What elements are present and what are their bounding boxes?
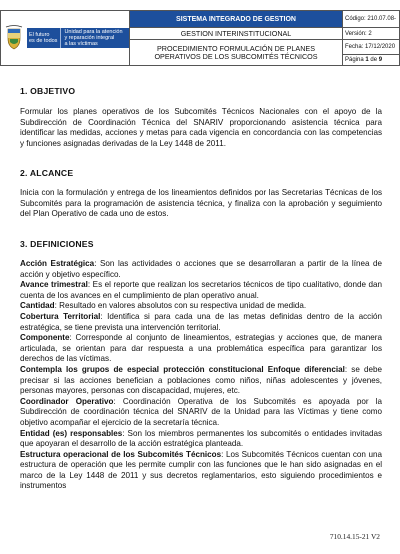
definition-term: Contempla los grupos de especial protección constitucional Enfoque diferencial	[20, 364, 345, 374]
section-heading-alcance: 2. ALCANCE	[20, 168, 74, 178]
definition-item	[20, 397, 382, 429]
definition-text: Los Subcomités Técnicos cuentan con una estructura de operación que les permite cumplir con las funciones que le han sido asignadas en el marco de la Ley 1448 de 2011 y sus decretos reglamentarios, esto siguiendo procedimientos e instrumentos	[20, 449, 382, 491]
definition-sep: :	[94, 259, 100, 268]
definition-item	[20, 333, 382, 365]
definition-item	[20, 429, 382, 450]
page-mid: de	[368, 56, 379, 63]
footer-code: 710.14.15-21 V2	[329, 532, 380, 541]
definition-text: Corresponde al conjunto de lineamientos, estrategias y acciones que, de manera articulada, se orientan para dar respuesta a una problemática específica para garantizar los derechos de las víctimas.	[20, 333, 382, 364]
definition-term: Coordinador Operativo	[20, 396, 114, 406]
definition-sep: :	[113, 396, 123, 406]
definition-item	[20, 280, 382, 301]
definition-term: Estructura operacional de los Subcomités Técnicos	[20, 449, 222, 459]
definition-sep: :	[221, 449, 226, 459]
logo-cell	[1, 11, 130, 66]
definition-text: Es el reporte que realizan los secretarios técnicos de tipo cualitativo, donde dan cuenta de los avances en el cumplimiento de plan operativo anual.	[20, 280, 382, 300]
document-header	[0, 10, 400, 66]
page-prefix: Página	[345, 56, 366, 63]
definition-text: Coordinación Operativa de los Subcomités es apoyada por la Subdirección de coordinación técnica del SNARIV de la Unidad para las Víctimas y tiene como objetivo acompañar el ejercicio de la secretaría técnica.	[20, 396, 382, 427]
section-text-objetivo	[20, 107, 382, 149]
definition-sep: :	[87, 280, 93, 290]
definition-sep: :	[69, 333, 76, 343]
definition-text: Son los miembros permanentes los subcomités o entidades invitadas que apoyaran el desarrollo de la acción estratégica planteada.	[20, 428, 382, 449]
definition-text: Son las actividades o acciones que se desarrollaran a partir de la línea de acción y objetivo específico.	[20, 259, 383, 279]
paragraph-alcance: Inicia con la formulación y entrega de los lineamientos definidos por las Secretarias Técnicas de los Subcomités para la programación de asistencia técnica, y finaliza con la aprobación y seguimiento del Plan Operativo de cada uno de estos.	[20, 188, 382, 219]
definition-term: Avance trimestral	[20, 280, 88, 290]
process-subtitle: GESTION INTERINSTITUCIONAL	[130, 28, 343, 40]
logo-unit-line-2: y reparación integral	[64, 35, 115, 41]
definition-item	[20, 365, 382, 397]
page-indicator	[343, 54, 400, 66]
logo-unit-line-3: a las víctimas	[64, 41, 98, 47]
procedure-line-2: OPERATIVOS DE LOS SUBCOMITÉS TÉCNICOS	[154, 51, 318, 61]
definition-item	[20, 450, 382, 492]
document-version: Versión: 2	[343, 28, 400, 40]
coat-of-arms-icon	[4, 25, 24, 51]
definition-text: se debe precisar si las acciones benefician a poblaciones como niños, niñas adolescentes y jóvenes, personas mayores, personas con discapacidad, mujeres, etc.	[20, 364, 383, 396]
definition-text: Identifica si para cada una de las metas definidas dentro de la acción estratégica, se tiene prevista una intervención territorial.	[20, 311, 382, 332]
section-text-alcance	[20, 188, 382, 220]
definition-item	[20, 312, 382, 333]
definition-sep: :	[122, 428, 128, 438]
definition-item	[20, 301, 382, 312]
system-title: SISTEMA INTEGRADO DE GESTION	[130, 11, 343, 28]
government-logo	[27, 28, 129, 48]
logo-gov-line-1: El futuro	[29, 32, 50, 38]
page-total: 9	[378, 56, 383, 63]
definition-term: Cobertura Territorial	[20, 311, 101, 321]
logo-gov-line-2: es de todos	[29, 38, 58, 44]
section-heading-objetivo: 1. OBJETIVO	[20, 86, 76, 96]
logo-unit-line-1: Unidad para la atención	[64, 29, 123, 35]
page-current: 1	[365, 56, 369, 63]
procedure-line-1: PROCEDIMIENTO FORMULACIÓN DE PLANES	[156, 43, 316, 53]
definitions-list	[20, 259, 382, 492]
section-heading-definiciones: 3. DEFINICIONES	[20, 239, 94, 249]
definition-sep: :	[344, 364, 352, 374]
definition-sep: :	[100, 311, 108, 321]
document-code: Código: 210.07.08-	[343, 11, 400, 28]
definition-term: Entidad (es) responsables	[20, 428, 123, 438]
definition-sep: :	[54, 301, 60, 311]
definition-term: Cantidad	[20, 301, 55, 311]
document-date: Fecha: 17/12/2020	[343, 40, 400, 55]
procedure-title	[130, 40, 343, 66]
definition-text: Resultado en valores absolutos con su respectiva unidad de medida.	[59, 301, 307, 311]
definition-term: Componente	[20, 333, 70, 343]
paragraph-objetivo: Formular los planes operativos de los Subcomités Técnicos Nacionales con el apoyo de la Subdirección de Coordinación Técnica del SNARIV proporcionando asistencia técnica para identificar las medidas, acciones y metas para cada vigencia en concordancia con las competencias y funciones asignadas derivadas de la Ley 1448 de 2011.	[20, 107, 382, 148]
definition-term: Acción Estratégica	[20, 259, 95, 268]
definition-item	[20, 259, 382, 280]
